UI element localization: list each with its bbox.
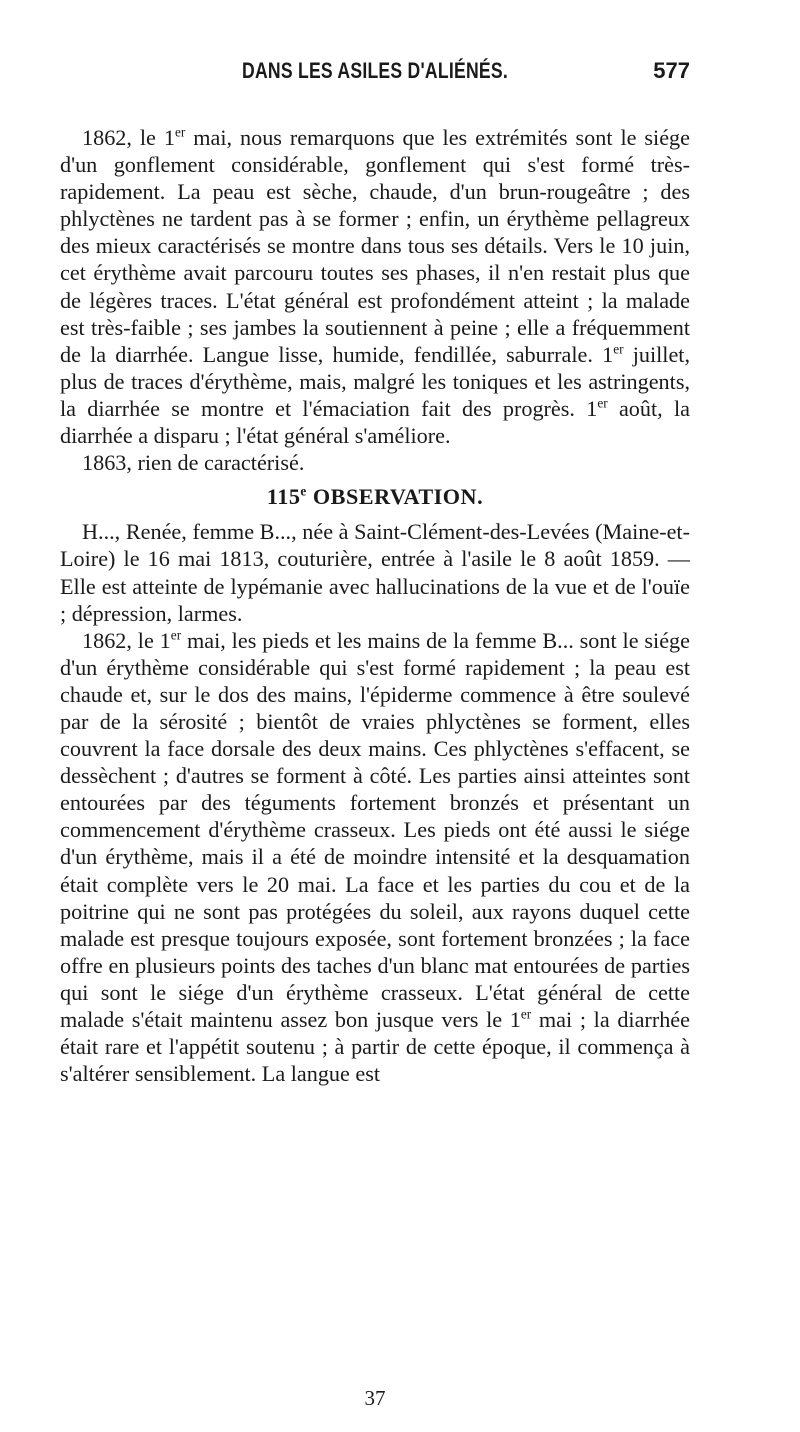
text-run: 1862, le 1	[82, 125, 175, 150]
text-run: mai, les pieds et les mains de la femme B... sont le siége d'un érythème considérable qui s'est formé rapidement ; la peau est chaude et, sur le dos des mains, l'épiderme commence à être soulevé par de la sérosité ; bientôt de vraies phlyctènes se forment, elles couvrent la face dorsale des deux mains. Ces phlyctènes s'effacent, se dessèchent ; d'autres se forment à côté. Les parties ainsi atteintes sont entourées par des téguments fortement bronzés et présentant un commencement d'érythème crasseux. Les pieds ont été aussi le siége d'un érythème, mais il a été de moindre intensité et la desquamation était complète vers le 20 mai. La face et les parties du cou et de la poitrine qui ne sont pas protégées du soleil, aux rayons duquel cette malade est presque toujours exposée, sont fortement bronzées ; la face offre en plusieurs points des taches d'un blanc mat entourées de parties qui sont le siége d'un érythème crasseux. L'état général de cette malade s'était maintenu assez bon jusque vers le 1	[60, 627, 690, 1032]
running-head-title: DANS LES ASILES D'ALIÉNÉS.	[242, 58, 508, 83]
signature-mark: 37	[364, 1386, 386, 1410]
text-run: mai, nous remarquons que les extrémités sont le siége d'un gonflement considérable, gonflement qui s'est formé très-rapidement. La peau est sèche, chaude, d'un brun-rougeâtre ; des phlyctènes ne tardent pas à se former ; enfin, un érythème pellagreux des mieux caractérisés se montre dans tous ses détails. Vers le 10 juin, cet érythème avait parcouru toutes ses phases, il n'en restait plus que de légères traces. L'état général est profondément atteint ; la malade est très-faible ; ses jambes la soutiennent à peine ; elle a fréquemment de la diarrhée. Langue lisse, humide, fendillée, saburrale. 1	[60, 125, 691, 367]
ordinal-superscript: er	[613, 341, 624, 357]
text-run: mai ; la diarrhée était rare et l'appétit soutenu ; à partir de cette époque, il commença à s'altérer sensiblement. La langue est	[60, 1007, 691, 1087]
paragraph-patient-intro: H..., Renée, femme B..., née à Saint-Clément-des-Levées (Maine-et-Loire) le 16 mai 1813, couturière, entrée à l'asile le 8 août 1859. — Elle est atteinte de lypémanie avec hallucinations de la vue et de l'ouïe ; dépression, larmes.	[60, 519, 690, 626]
paragraph-1863: 1863, rien de caractérisé.	[82, 450, 305, 476]
ordinal-superscript: er	[170, 627, 182, 643]
paragraph-1862-case-continued	[60, 124, 690, 449]
body-text	[60, 124, 690, 1087]
running-head	[60, 58, 690, 88]
page-number: 577	[653, 58, 690, 83]
paragraph-1862-observation	[60, 627, 690, 1088]
text-run: 1862, le 1	[82, 627, 171, 653]
ordinal-superscript: er	[174, 124, 186, 140]
observation-number: 115	[266, 484, 301, 510]
ordinal-superscript: er	[597, 395, 608, 411]
book-page	[60, 0, 690, 1432]
text-run: août, la diarrhée a disparu ; l'état général s'améliore.	[60, 395, 691, 449]
ordinal-superscript: e	[300, 483, 307, 499]
text-run: juillet, plus de traces d'érythème, mais, malgré les toniques et les astringents, la diarrhée se montre et l'émaciation fait des progrès. 1	[60, 341, 691, 421]
section-heading-observation	[60, 483, 690, 510]
observation-label: OBSERVATION.	[306, 484, 484, 510]
ordinal-superscript: er	[520, 1006, 532, 1022]
